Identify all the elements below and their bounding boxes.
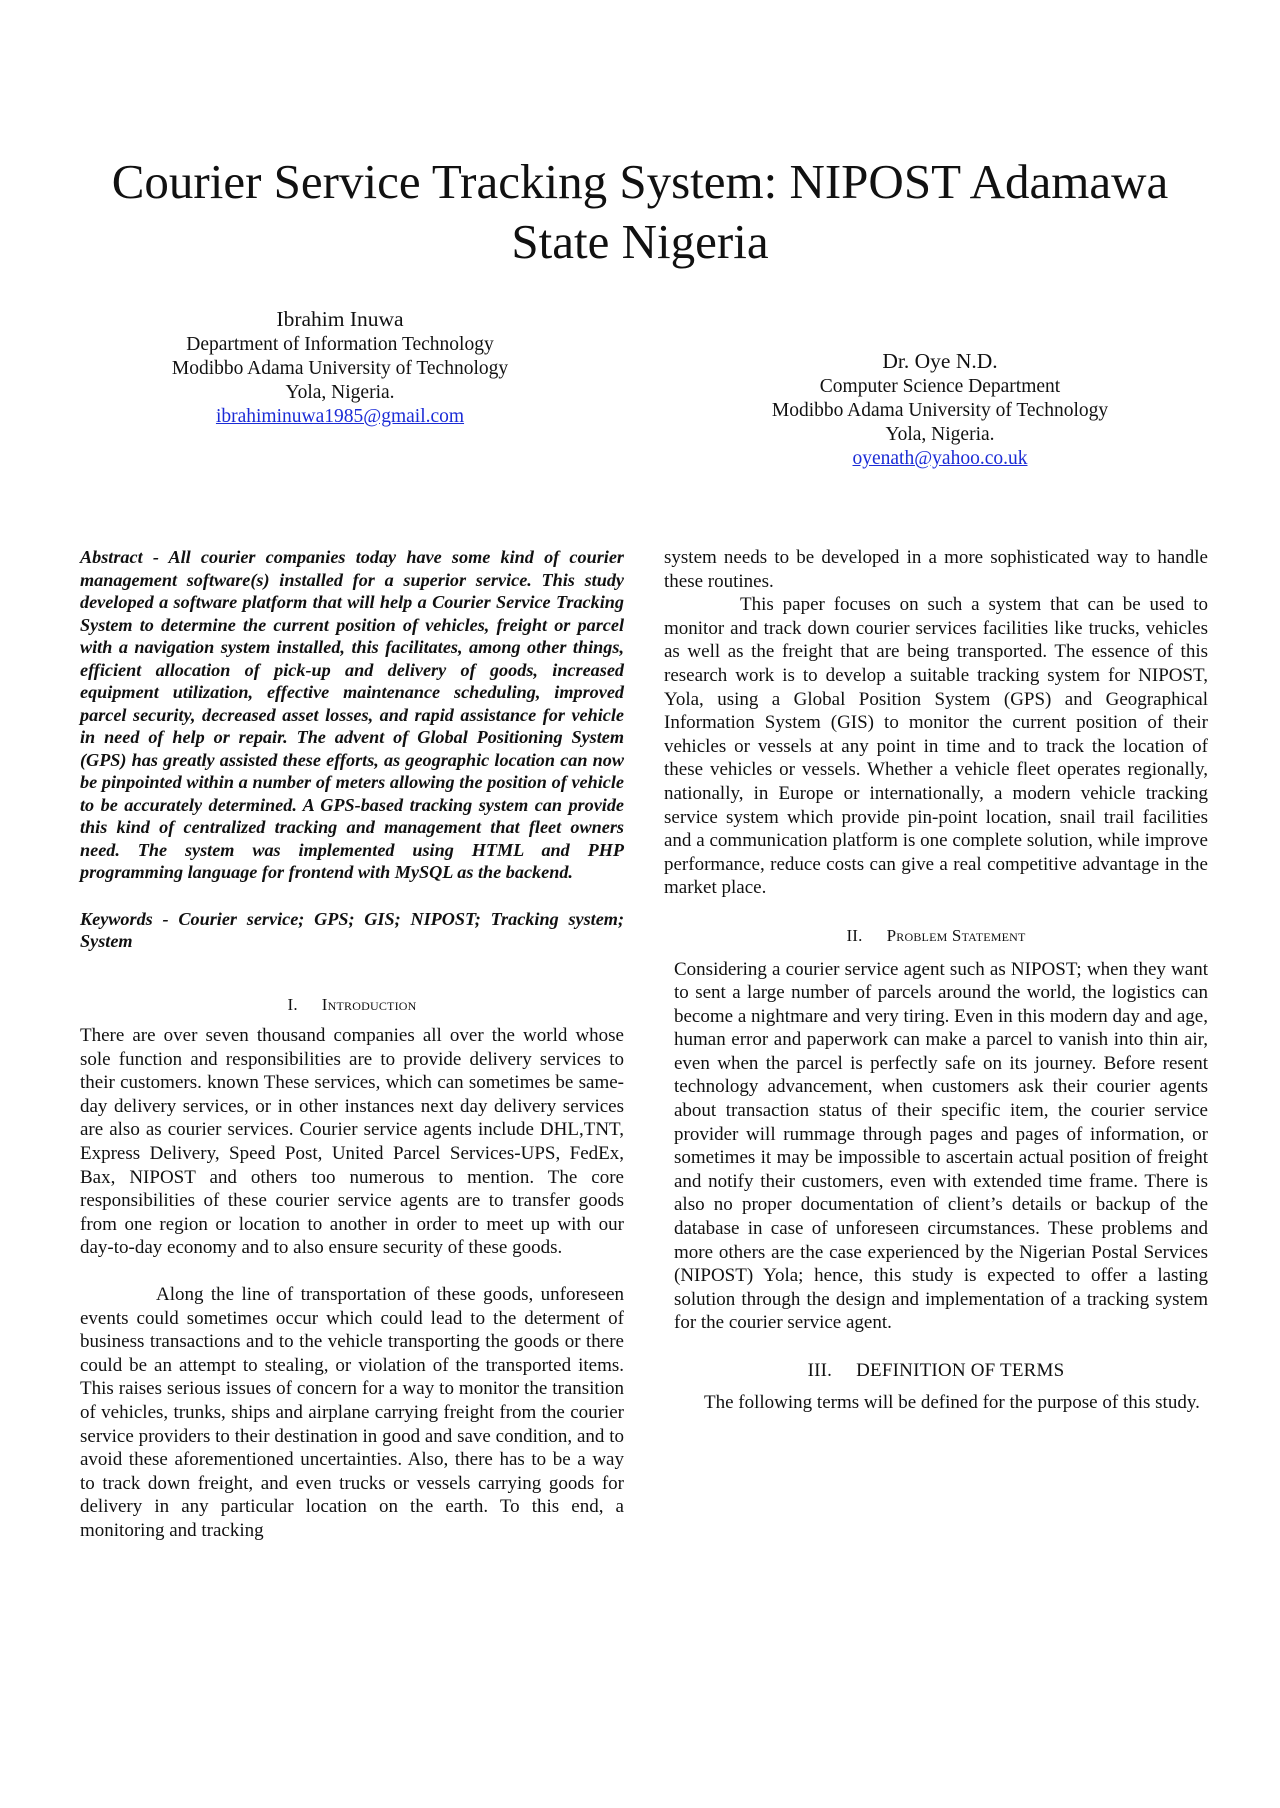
author-department: Computer Science Department	[819, 376, 1061, 397]
section-title: DEFINITION OF TERMS	[856, 1360, 1065, 1381]
section-heading-definition-of-terms	[664, 1359, 1208, 1383]
abstract: Abstract - All courier companies today have some kind of courier management software(s) installed for a superior service. This study developed a software platform that will help a Courier Service Tracking System to determine the current position of vehicles, freight or parcel with a navigation system installed, this facilitates, among other things, efficient allocation of pick-up and delivery of goods, increased equipment utilization, effective maintenance scheduling, improved parcel security, decreased asset losses, and rapid assistance for vehicle in need of help or repair. The advent of Global Positioning System (GPS) has greatly assisted these efforts, as geographic location can now be pinpointed within a number of meters allowing the position of vehicle to be accurately determined. A GPS-based tracking system can provide this kind of centralized tracking and management that fleet owners need. The system was implemented using HTML and PHP programming language for frontend with MySQL as the backend.	[80, 547, 624, 882]
paragraph: This paper focuses on such a system that can be used to monitor and track down courier services facilities like trucks, vehicles as well as the freight that are being transported. The essence of this research work is to develop a suitable tracking system for NIPOST, Yola, using a Global Position System (GPS) and Geographical Information System (GIS) to monitor the current position of their vehicles or vessels at any point in time and to track the location of these vehicles or vessels. Whether a vehicle fleet operates regionally, nationally, in Europe or internationally, a modern vehicle tracking service system which provide pin-point location, snail trail facilities and a communication platform is one complete solution, while improve performance, reduce costs can give a real competitive advantage in the market place.	[664, 594, 1208, 899]
section-heading-introduction	[80, 993, 624, 1017]
section-heading-problem-statement	[664, 924, 1208, 948]
section-number: I.	[287, 994, 298, 1014]
author-department: Department of Information Technology	[186, 334, 494, 355]
left-column	[80, 546, 624, 1543]
author-email-link[interactable]: ibrahiminuwa1985@gmail.com	[215, 406, 465, 427]
author-name: Ibrahim Inuwa	[276, 307, 404, 331]
author-block-2	[720, 347, 1160, 471]
author-email-link[interactable]: oyenath@yahoo.co.uk	[852, 448, 1028, 469]
paragraph: Considering a courier service agent such as NIPOST; when they want to sent a large number of parcels around the world, the logistics can become a nightmare and very tiring. Even in this modern day and age, human error and paperwork can make a parcel to vanish into thin air, even when the parcel is perfectly safe on its journey. Before resent technology advancement, when customers ask their courier agents about transaction status of their specific item, the courier service provider will rummage through pages and pages of information, or sometimes it may be impossible to ascertain actual position of freight and notify their customers, even with extended time frame. There is also no proper documentation of client’s details or backup of the database in case of unforeseen circumstances. These problems and more others are the case experienced by the Nigerian Postal Services (NIPOST) Yola; hence, this study is expected to offer a lasting solution through the design and implementation of a tracking system for the courier service agent.	[674, 958, 1208, 1334]
section-number: III.	[807, 1360, 833, 1381]
author-name: Dr. Oye N.D.	[882, 349, 998, 373]
paragraph: The following terms will be defined for the purpose of this study.	[704, 1391, 1200, 1413]
paragraph: There are over seven thousand companies all over the world whose sole function and responsibilities are to provide delivery services to their customers. known These services, which can sometimes be same-day delivery services, or in other instances next day delivery services are also as courier services. Courier service agents include DHL,TNT, Express Delivery, Speed Post, United Parcel Services-UPS, FedEx, Bax, NIPOST and others too numerous to mention. The core responsibilities of these courier service agents are to transfer goods from one region or location to another in order to meet up with our day-to-day economy and to also ensure security of these goods.	[80, 1025, 624, 1259]
author-location: Yola, Nigeria.	[885, 424, 995, 445]
paragraph: system needs to be developed in a more sophisticated way to handle these routines.	[664, 547, 1208, 592]
author-location: Yola, Nigeria.	[285, 382, 395, 403]
author-institution: Modibbo Adama University of Technology	[171, 358, 509, 379]
author-block-1	[120, 305, 560, 429]
section-title: Introduction	[321, 994, 417, 1014]
keywords: Keywords - Courier service; GPS; GIS; NIPOST; Tracking system; System	[80, 908, 624, 951]
paragraph: Along the line of transportation of these goods, unforeseen events could sometimes occur which could lead to the determent of business transactions and to the vehicle transporting the goods or there could be an attempt to stealing, or violation of the transported items. This raises serious issues of concern for a way to monitor the transition of vehicles, trunks, ships and airplane carrying freight from the courier service providers to their destination in good and save condition, and to avoid these aforementioned uncertainties. Also, there has to be a way to track down freight, and even trucks or vessels carrying goods for delivery in any particular location on the earth. To this end, a monitoring and tracking	[80, 1284, 624, 1541]
paper-title: Courier Service Tracking System: NIPOST Adamawa State Nigeria	[111, 154, 1169, 269]
section-number: II.	[846, 925, 863, 945]
right-column	[664, 546, 1208, 1414]
author-institution: Modibbo Adama University of Technology	[771, 400, 1109, 421]
section-title: Problem Statement	[886, 925, 1026, 945]
